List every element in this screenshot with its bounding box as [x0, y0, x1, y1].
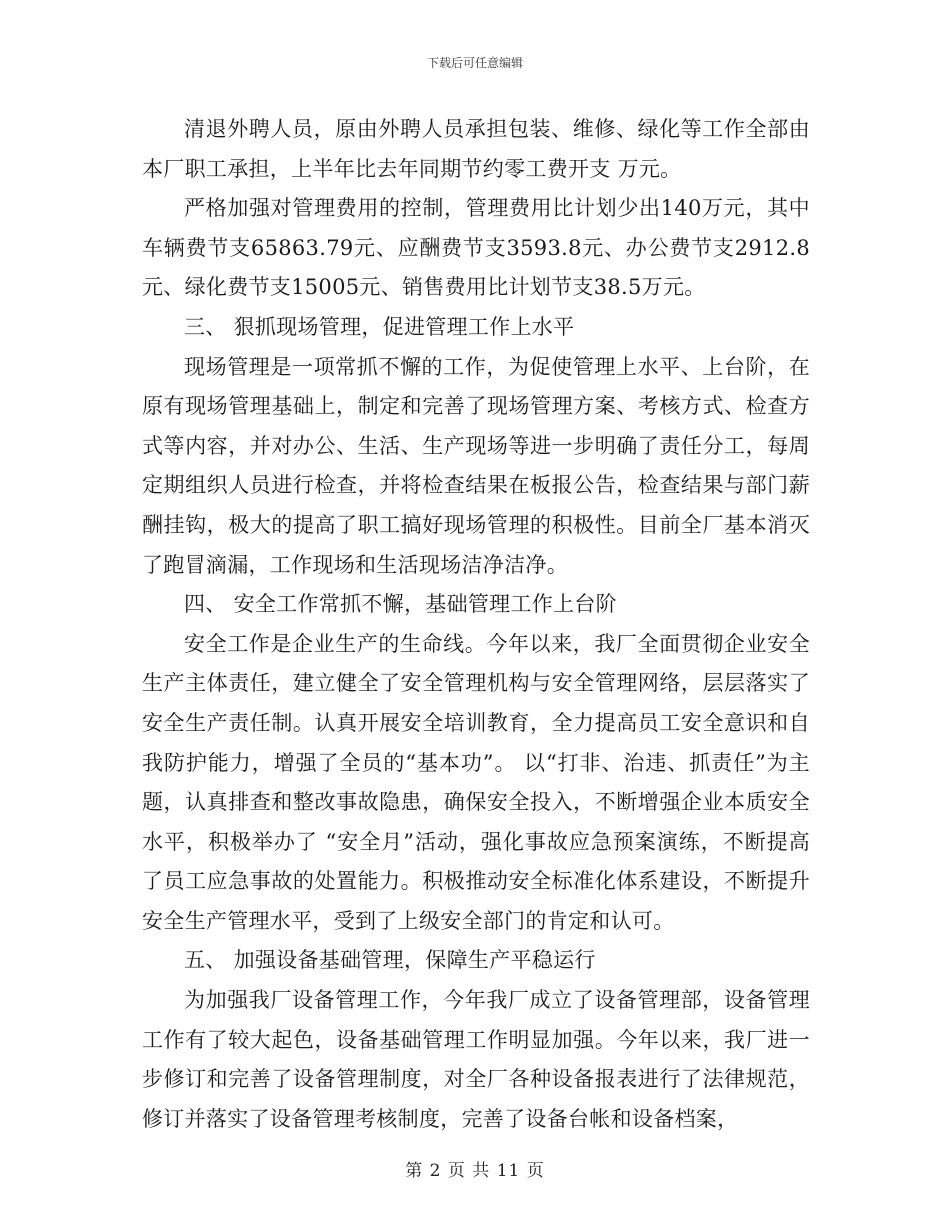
- paragraph-safety-work: 安全工作是企业生产的生命线。今年以来，我厂全面贯彻企业安全生产主体责任，建立健全了安全管理机构与安全管理网络，层层落实了安全生产责任制。认真开展安全培训教育，全力提高员工安全意识和自我防护能力，增强了全员的“基本功”。 以“打非、治违、抓责任”为主题，认真排查和整改事故隐患，确保安全投入，不断增强企业本质安全水平，积极举办了 “安全月”活动，强化事故应急预案演练，不断提高了员工应急事故的处置能力。积极推动安全标准化体系建设，不断提升安全生产管理水平，受到了上级安全部门的肯定和认可。: [142, 631, 810, 933]
- paragraph-management-costs: 严格加强对管理费用的控制，管理费用比计划少出140万元，其中车辆费节支65863.79元、应酬费节支3593.8元、办公费节支2912.8元、绿化费节支15005元、销售费用比计划节支38.5万元。: [142, 196, 810, 300]
- paragraph-equipment-management: 为加强我厂设备管理工作，今年我厂成立了设备管理部，设备管理工作有了较大起色，设备基础管理工作明显加强。今年以来，我厂进一步修订和完善了设备管理制度，对全厂各种设备报表进行了法律规范，修订并落实了设备管理考核制度，完善了设备台帐和设备档案，: [142, 988, 810, 1131]
- paragraph-site-management: 现场管理是一项常抓不懈的工作，为促使管理上水平、上台阶，在原有现场管理基础上，制定和完善了现场管理方案、考核方式、检查方式等内容，并对办公、生活、生产现场等进一步明确了责任分工，每周定期组织人员进行检查，并将检查结果在板报公告，检查结果与部门薪酬挂钩，极大的提高了职工搞好现场管理的积极性。目前全厂基本消灭了跑冒滴漏，工作现场和生活现场洁净洁净。: [142, 354, 810, 577]
- document-body: [142, 110, 810, 1139]
- section-heading-5: 五、 加强设备基础管理，保障生产平稳运行: [184, 948, 596, 973]
- page-number-footer: 第 2 页 共 11 页: [405, 1161, 545, 1181]
- section-heading-3: 三、 狠抓现场管理，促进管理工作上水平: [184, 314, 575, 339]
- page-header-note: 下载后可任意编辑: [426, 56, 523, 70]
- section-heading-4: 四、 安全工作常抓不懈，基础管理工作上台阶: [184, 592, 617, 617]
- paragraph-outsourced-staff: 清退外聘人员，原由外聘人员承担包装、维修、绿化等工作全部由本厂职工承担，上半年比去年同期节约零工费开支 万元。: [142, 117, 810, 181]
